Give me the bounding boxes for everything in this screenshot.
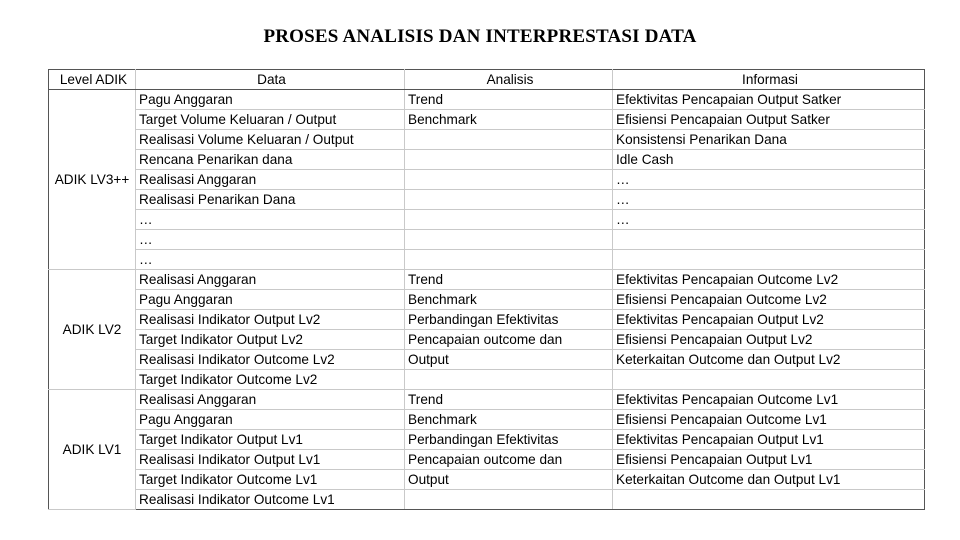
data-cell: Realisasi Indikator Outcome Lv2 [136, 350, 405, 370]
analisis-cell [405, 210, 613, 230]
data-cell: Realisasi Indikator Output Lv1 [136, 450, 405, 470]
header-informasi: Informasi [613, 70, 925, 90]
data-cell: Pagu Anggaran [136, 290, 405, 310]
table-row [49, 450, 925, 470]
data-cell: Target Indikator Outcome Lv2 [136, 370, 405, 390]
informasi-cell: Efisiensi Pencapaian Output Lv1 [613, 450, 925, 470]
informasi-cell: Idle Cash [613, 150, 925, 170]
informasi-cell: … [613, 210, 925, 230]
analisis-cell [405, 130, 613, 150]
table-row [49, 350, 925, 370]
table-row [49, 210, 925, 230]
analisis-cell: Output [405, 470, 613, 490]
informasi-cell: Efisiensi Pencapaian Output Satker [613, 110, 925, 130]
level-cell: ADIK LV3++ [49, 90, 136, 270]
informasi-cell: Keterkaitan Outcome dan Output Lv1 [613, 470, 925, 490]
informasi-cell: Konsistensi Penarikan Dana [613, 130, 925, 150]
level-cell: ADIK LV2 [49, 270, 136, 390]
informasi-cell: Keterkaitan Outcome dan Output Lv2 [613, 350, 925, 370]
analysis-table [48, 69, 925, 510]
analisis-cell: Output [405, 350, 613, 370]
analisis-cell: Perbandingan Efektivitas [405, 310, 613, 330]
data-cell: Target Volume Keluaran / Output [136, 110, 405, 130]
data-cell: Realisasi Anggaran [136, 390, 405, 410]
analisis-cell [405, 150, 613, 170]
informasi-cell: … [613, 170, 925, 190]
table-row [49, 310, 925, 330]
data-cell: Realisasi Indikator Output Lv2 [136, 310, 405, 330]
analisis-cell: Trend [405, 90, 613, 110]
table-row [49, 230, 925, 250]
page-title: PROSES ANALISIS DAN INTERPRESTASI DATA [263, 26, 697, 47]
table-row [49, 150, 925, 170]
data-cell: Realisasi Penarikan Dana [136, 190, 405, 210]
data-cell: … [136, 230, 405, 250]
table-row [49, 390, 925, 410]
table-row [49, 330, 925, 350]
informasi-cell [613, 230, 925, 250]
table-row [49, 190, 925, 210]
level-cell: ADIK LV1 [49, 390, 136, 510]
header-level: Level ADIK [49, 70, 136, 90]
analisis-cell: Trend [405, 390, 613, 410]
table-row [49, 430, 925, 450]
data-cell: Realisasi Indikator Outcome Lv1 [136, 490, 405, 510]
table-row [49, 270, 925, 290]
table-row [49, 370, 925, 390]
data-cell: Realisasi Anggaran [136, 270, 405, 290]
analisis-cell: Benchmark [405, 410, 613, 430]
data-cell: … [136, 250, 405, 270]
analisis-cell [405, 230, 613, 250]
table-row [49, 170, 925, 190]
table-row [49, 90, 925, 110]
analisis-cell [405, 370, 613, 390]
table-row [49, 110, 925, 130]
informasi-cell: Efisiensi Pencapaian Outcome Lv2 [613, 290, 925, 310]
informasi-cell: Efektivitas Pencapaian Output Lv1 [613, 430, 925, 450]
analisis-cell: Benchmark [405, 110, 613, 130]
table-row [49, 290, 925, 310]
analisis-cell: Pencapaian outcome dan [405, 450, 613, 470]
informasi-cell: Efektivitas Pencapaian Output Satker [613, 90, 925, 110]
table-row [49, 130, 925, 150]
analisis-cell [405, 190, 613, 210]
table-row [49, 410, 925, 430]
data-cell: Pagu Anggaran [136, 90, 405, 110]
data-cell: Pagu Anggaran [136, 410, 405, 430]
data-cell: Realisasi Volume Keluaran / Output [136, 130, 405, 150]
analisis-cell: Benchmark [405, 290, 613, 310]
data-cell: Realisasi Anggaran [136, 170, 405, 190]
table-row [49, 470, 925, 490]
table-row [49, 490, 925, 510]
table-row [49, 250, 925, 270]
data-cell: Target Indikator Output Lv2 [136, 330, 405, 350]
informasi-cell [613, 370, 925, 390]
informasi-cell: … [613, 190, 925, 210]
analisis-cell [405, 250, 613, 270]
informasi-cell: Efektivitas Pencapaian Output Lv2 [613, 310, 925, 330]
informasi-cell: Efektivitas Pencapaian Outcome Lv1 [613, 390, 925, 410]
data-cell: Target Indikator Output Lv1 [136, 430, 405, 450]
analisis-cell: Trend [405, 270, 613, 290]
header-data: Data [136, 70, 405, 90]
header-row [49, 70, 925, 90]
informasi-cell [613, 250, 925, 270]
analisis-cell [405, 170, 613, 190]
informasi-cell: Efektivitas Pencapaian Outcome Lv2 [613, 270, 925, 290]
data-cell: Rencana Penarikan dana [136, 150, 405, 170]
analisis-cell: Perbandingan Efektivitas [405, 430, 613, 450]
data-cell: … [136, 210, 405, 230]
data-cell: Target Indikator Outcome Lv1 [136, 470, 405, 490]
informasi-cell: Efisiensi Pencapaian Output Lv2 [613, 330, 925, 350]
header-analisis: Analisis [405, 70, 613, 90]
analisis-cell [405, 490, 613, 510]
analisis-cell: Pencapaian outcome dan [405, 330, 613, 350]
informasi-cell [613, 490, 925, 510]
informasi-cell: Efisiensi Pencapaian Outcome Lv1 [613, 410, 925, 430]
